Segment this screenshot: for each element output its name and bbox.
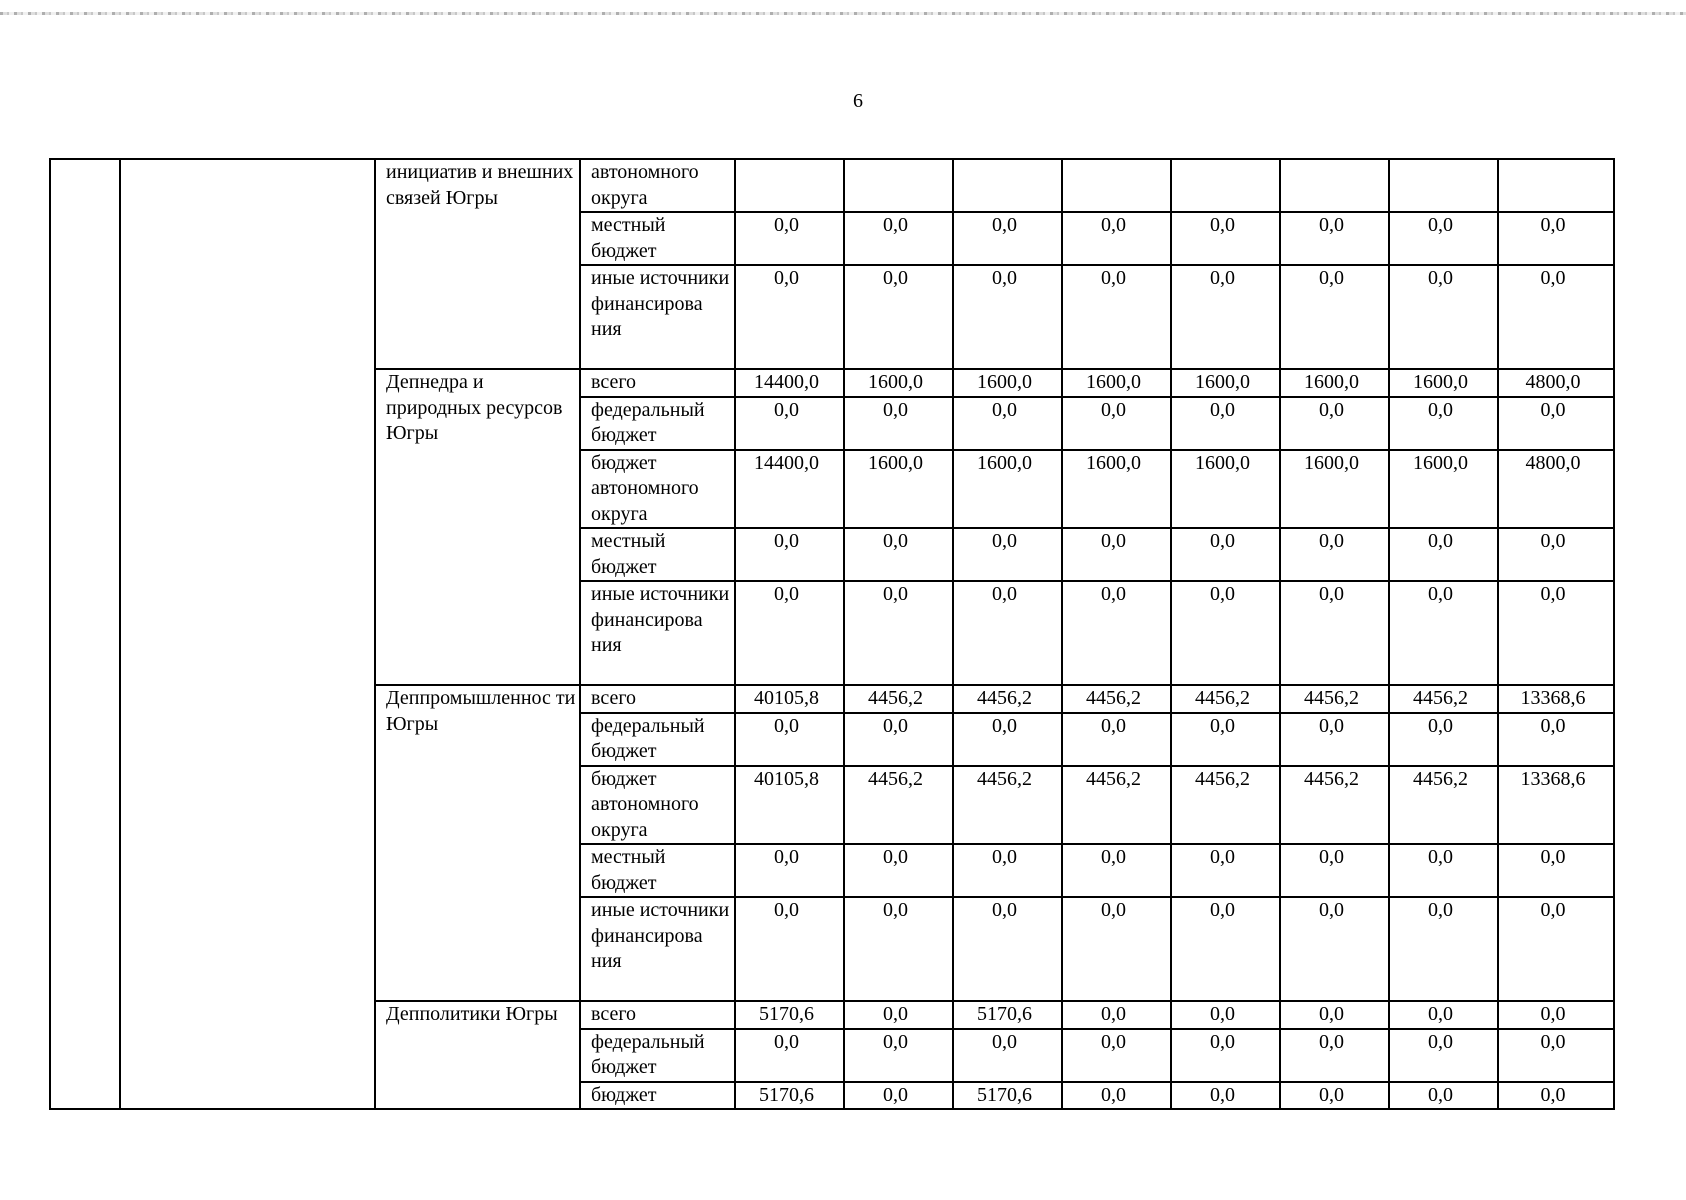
amount-cell: 0,0 bbox=[953, 713, 1062, 766]
amount-cell: 5170,6 bbox=[735, 1001, 844, 1029]
amount-cell: 0,0 bbox=[735, 528, 844, 581]
amount-cell: 0,0 bbox=[735, 212, 844, 265]
amount-cell: 0,0 bbox=[1280, 528, 1389, 581]
amount-cell: 0,0 bbox=[1389, 713, 1498, 766]
amount-cell: 1600,0 bbox=[1389, 369, 1498, 397]
amount-cell: 0,0 bbox=[1498, 212, 1614, 265]
amount-cell: 0,0 bbox=[1062, 1001, 1171, 1029]
funding-source-cell: всего bbox=[580, 1001, 735, 1029]
amount-cell: 0,0 bbox=[1498, 528, 1614, 581]
amount-cell: 0,0 bbox=[1389, 528, 1498, 581]
amount-cell: 4456,2 bbox=[1389, 685, 1498, 713]
amount-cell bbox=[1280, 159, 1389, 212]
amount-cell: 0,0 bbox=[1062, 212, 1171, 265]
executor-cell: Деппромышленнос ти Югры bbox=[375, 685, 580, 1001]
funding-source-cell: федеральный бюджет bbox=[580, 397, 735, 450]
amount-cell: 0,0 bbox=[1062, 897, 1171, 1001]
amount-cell: 1600,0 bbox=[953, 369, 1062, 397]
amount-cell: 0,0 bbox=[1171, 212, 1280, 265]
amount-cell: 0,0 bbox=[1171, 528, 1280, 581]
amount-cell: 14400,0 bbox=[735, 369, 844, 397]
amount-cell: 1600,0 bbox=[1062, 450, 1171, 529]
amount-cell bbox=[844, 159, 953, 212]
amount-cell: 0,0 bbox=[1171, 897, 1280, 1001]
amount-cell: 0,0 bbox=[1280, 265, 1389, 369]
amount-cell: 0,0 bbox=[953, 844, 1062, 897]
funding-source-cell: автономного округа bbox=[580, 159, 735, 212]
amount-cell: 0,0 bbox=[1171, 265, 1280, 369]
amount-cell: 13368,6 bbox=[1498, 766, 1614, 845]
amount-cell: 0,0 bbox=[735, 581, 844, 685]
amount-cell: 4456,2 bbox=[1062, 766, 1171, 845]
amount-cell: 0,0 bbox=[953, 897, 1062, 1001]
amount-cell: 5170,6 bbox=[953, 1001, 1062, 1029]
amount-cell: 0,0 bbox=[1062, 528, 1171, 581]
budget-table bbox=[49, 158, 1615, 1110]
amount-cell: 0,0 bbox=[1171, 844, 1280, 897]
amount-cell: 4456,2 bbox=[1171, 766, 1280, 845]
amount-cell: 0,0 bbox=[1171, 713, 1280, 766]
amount-cell: 4800,0 bbox=[1498, 369, 1614, 397]
amount-cell: 4456,2 bbox=[1280, 685, 1389, 713]
amount-cell: 0,0 bbox=[1062, 844, 1171, 897]
amount-cell: 0,0 bbox=[1498, 844, 1614, 897]
amount-cell: 0,0 bbox=[1062, 581, 1171, 685]
amount-cell: 0,0 bbox=[844, 265, 953, 369]
amount-cell: 14400,0 bbox=[735, 450, 844, 529]
amount-cell: 0,0 bbox=[1280, 897, 1389, 1001]
page-number: 6 bbox=[853, 90, 863, 112]
amount-cell: 1600,0 bbox=[1280, 369, 1389, 397]
amount-cell: 0,0 bbox=[1171, 581, 1280, 685]
amount-cell: 0,0 bbox=[1389, 1029, 1498, 1082]
amount-cell: 0,0 bbox=[1389, 397, 1498, 450]
amount-cell: 0,0 bbox=[1280, 212, 1389, 265]
amount-cell: 0,0 bbox=[1389, 265, 1498, 369]
amount-cell bbox=[1171, 159, 1280, 212]
amount-cell: 1600,0 bbox=[1062, 369, 1171, 397]
executor-cell: Депнедра и природных ресурсов Югры bbox=[375, 369, 580, 685]
amount-cell: 0,0 bbox=[953, 212, 1062, 265]
amount-cell: 0,0 bbox=[844, 1082, 953, 1110]
funding-source-cell: всего bbox=[580, 369, 735, 397]
amount-cell: 4456,2 bbox=[1389, 766, 1498, 845]
amount-cell: 0,0 bbox=[1498, 897, 1614, 1001]
amount-cell: 0,0 bbox=[844, 1029, 953, 1082]
funding-source-cell: местный бюджет bbox=[580, 528, 735, 581]
amount-cell: 0,0 bbox=[1171, 1001, 1280, 1029]
amount-cell: 0,0 bbox=[1280, 1082, 1389, 1110]
funding-source-cell: федеральный бюджет bbox=[580, 713, 735, 766]
amount-cell: 4456,2 bbox=[1280, 766, 1389, 845]
amount-cell: 0,0 bbox=[953, 265, 1062, 369]
amount-cell: 4456,2 bbox=[1171, 685, 1280, 713]
table-row bbox=[50, 159, 1614, 212]
amount-cell: 0,0 bbox=[1498, 713, 1614, 766]
funding-source-cell: всего bbox=[580, 685, 735, 713]
amount-cell: 1600,0 bbox=[1389, 450, 1498, 529]
funding-source-cell: иные источники финансирова ния bbox=[580, 265, 735, 369]
amount-cell: 0,0 bbox=[1171, 397, 1280, 450]
amount-cell: 0,0 bbox=[735, 713, 844, 766]
funding-source-cell: бюджет bbox=[580, 1082, 735, 1110]
amount-cell: 0,0 bbox=[953, 528, 1062, 581]
amount-cell: 4456,2 bbox=[844, 685, 953, 713]
amount-cell: 0,0 bbox=[1498, 265, 1614, 369]
amount-cell: 0,0 bbox=[844, 844, 953, 897]
amount-cell: 0,0 bbox=[844, 397, 953, 450]
funding-source-cell: местный бюджет bbox=[580, 212, 735, 265]
amount-cell: 0,0 bbox=[1389, 844, 1498, 897]
amount-cell: 0,0 bbox=[844, 713, 953, 766]
amount-cell: 0,0 bbox=[1498, 1082, 1614, 1110]
budget-table-body bbox=[50, 159, 1614, 1109]
amount-cell bbox=[1389, 159, 1498, 212]
amount-cell bbox=[953, 159, 1062, 212]
number-column-cell bbox=[50, 159, 120, 1109]
amount-cell: 0,0 bbox=[1280, 713, 1389, 766]
amount-cell: 5170,6 bbox=[735, 1082, 844, 1110]
amount-cell bbox=[735, 159, 844, 212]
amount-cell: 0,0 bbox=[1389, 212, 1498, 265]
amount-cell: 1600,0 bbox=[953, 450, 1062, 529]
funding-source-cell: иные источники финансирова ния bbox=[580, 897, 735, 1001]
amount-cell: 0,0 bbox=[844, 528, 953, 581]
amount-cell: 4456,2 bbox=[953, 766, 1062, 845]
amount-cell: 0,0 bbox=[844, 1001, 953, 1029]
amount-cell: 4456,2 bbox=[953, 685, 1062, 713]
funding-source-cell: бюджет автономного округа bbox=[580, 450, 735, 529]
amount-cell bbox=[1062, 159, 1171, 212]
amount-cell: 0,0 bbox=[1389, 581, 1498, 685]
amount-cell: 0,0 bbox=[735, 844, 844, 897]
amount-cell: 1600,0 bbox=[1171, 369, 1280, 397]
executor-cell: инициатив и внешних связей Югры bbox=[375, 159, 580, 369]
amount-cell: 0,0 bbox=[1498, 581, 1614, 685]
amount-cell: 0,0 bbox=[953, 397, 1062, 450]
amount-cell: 4456,2 bbox=[1062, 685, 1171, 713]
amount-cell: 13368,6 bbox=[1498, 685, 1614, 713]
amount-cell: 0,0 bbox=[1062, 1029, 1171, 1082]
amount-cell: 0,0 bbox=[1498, 1001, 1614, 1029]
amount-cell: 0,0 bbox=[1280, 397, 1389, 450]
amount-cell: 0,0 bbox=[1280, 581, 1389, 685]
amount-cell: 0,0 bbox=[953, 1029, 1062, 1082]
funding-source-cell: федеральный бюджет bbox=[580, 1029, 735, 1082]
amount-cell: 5170,6 bbox=[953, 1082, 1062, 1110]
amount-cell: 0,0 bbox=[735, 397, 844, 450]
amount-cell: 40105,8 bbox=[735, 685, 844, 713]
amount-cell: 40105,8 bbox=[735, 766, 844, 845]
amount-cell: 0,0 bbox=[1280, 844, 1389, 897]
amount-cell: 4800,0 bbox=[1498, 450, 1614, 529]
funding-source-cell: бюджет автономного округа bbox=[580, 766, 735, 845]
amount-cell: 0,0 bbox=[1389, 1001, 1498, 1029]
amount-cell: 0,0 bbox=[1280, 1029, 1389, 1082]
funding-source-cell: иные источники финансирова ния bbox=[580, 581, 735, 685]
funding-source-cell: местный бюджет bbox=[580, 844, 735, 897]
amount-cell: 1600,0 bbox=[844, 369, 953, 397]
amount-cell: 0,0 bbox=[844, 897, 953, 1001]
amount-cell: 0,0 bbox=[1498, 1029, 1614, 1082]
amount-cell: 0,0 bbox=[1062, 713, 1171, 766]
amount-cell: 0,0 bbox=[953, 581, 1062, 685]
amount-cell: 0,0 bbox=[1062, 265, 1171, 369]
activity-name-cell bbox=[120, 159, 375, 1109]
amount-cell: 4456,2 bbox=[844, 766, 953, 845]
amount-cell: 1600,0 bbox=[1171, 450, 1280, 529]
executor-cell: Депполитики Югры bbox=[375, 1001, 580, 1109]
amount-cell: 1600,0 bbox=[1280, 450, 1389, 529]
amount-cell: 0,0 bbox=[1062, 397, 1171, 450]
amount-cell: 1600,0 bbox=[844, 450, 953, 529]
amount-cell: 0,0 bbox=[1171, 1029, 1280, 1082]
amount-cell: 0,0 bbox=[1062, 1082, 1171, 1110]
amount-cell: 0,0 bbox=[1389, 1082, 1498, 1110]
amount-cell: 0,0 bbox=[844, 212, 953, 265]
amount-cell: 0,0 bbox=[735, 265, 844, 369]
amount-cell: 0,0 bbox=[844, 581, 953, 685]
amount-cell: 0,0 bbox=[1280, 1001, 1389, 1029]
amount-cell: 0,0 bbox=[1389, 897, 1498, 1001]
amount-cell: 0,0 bbox=[735, 1029, 844, 1082]
amount-cell: 0,0 bbox=[1498, 397, 1614, 450]
amount-cell: 0,0 bbox=[735, 897, 844, 1001]
amount-cell: 0,0 bbox=[1171, 1082, 1280, 1110]
scan-edge-artifact bbox=[0, 12, 1686, 15]
amount-cell bbox=[1498, 159, 1614, 212]
